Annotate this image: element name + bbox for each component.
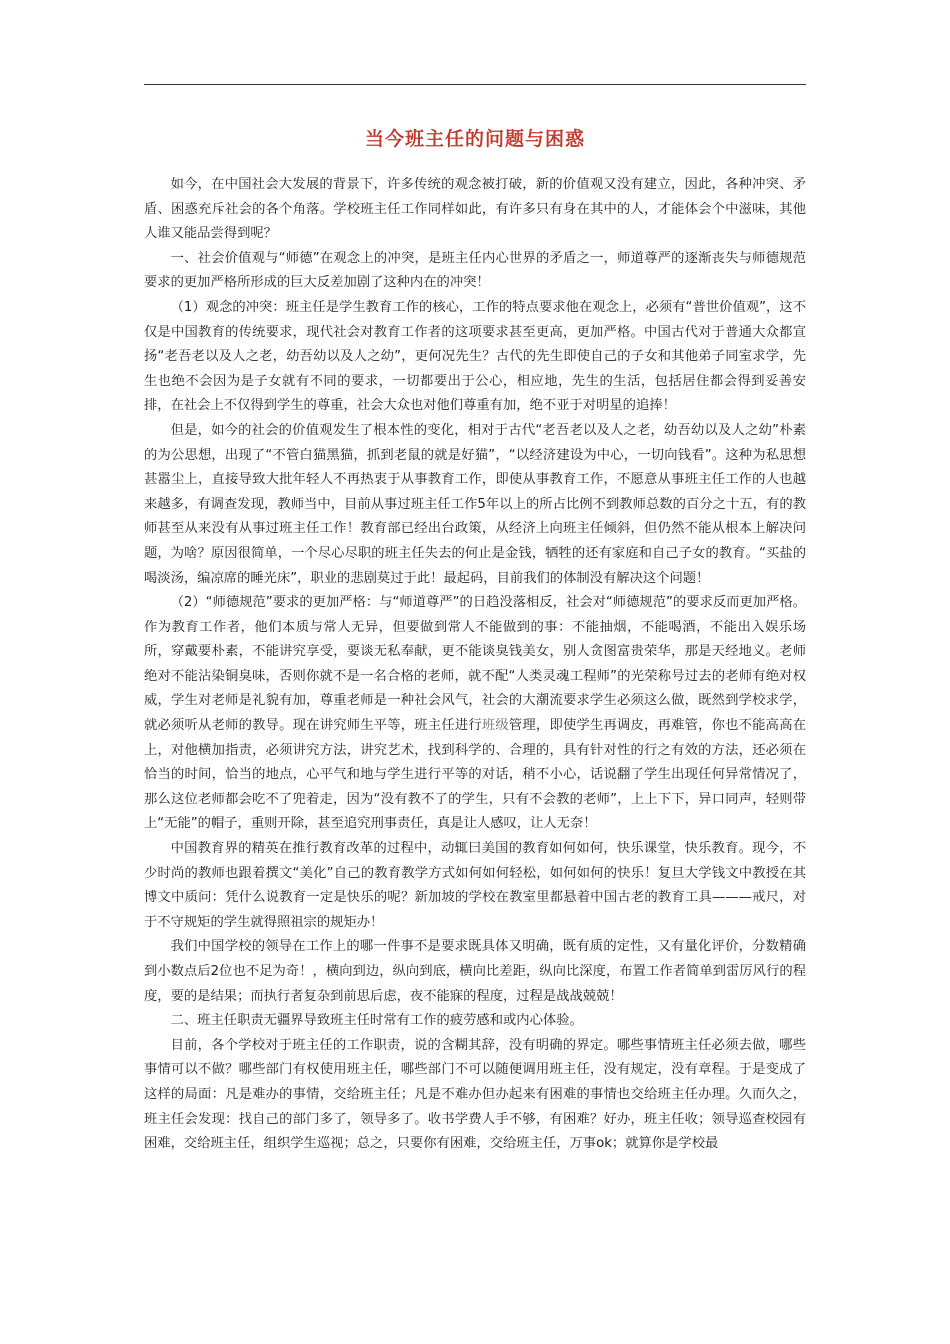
paragraph: （1）观念的冲突：班主任是学生教育工作的核心，工作的特点要求他在观念上，必须有“普世价值观”，这不仅是中国教育的传统要求，现代社会对教育工作者的这项要求甚至更高，更加严格。中国古代对于普通大众都宣扬“老吾老以及人之老，幼吾幼以及人之幼”，更何况先生？古代的先生即使自己的子女和其他弟子同室求学，先生也绝不会因为是子女就有不同的要求，一切都要出于公心，相应地，先生的生活，包括居住都会得到妥善安排，在社会上不仅得到学生的尊重，社会大众也对他们尊重有加，绝不亚于对明星的追捧！ [144,299,806,414]
document-title: 当今班主任的问题与困惑 [364,128,585,150]
paragraph: 目前，各个学校对于班主任的工作职责，说的含糊其辞，没有明确的界定。哪些事情班主任必须去做，哪些事情可以不做？哪些部门有权使用班主任，哪些部门不可以随便调用班主任，没有规定，没有章程。于是变成了这样的局面：凡是难办的事情，交给班主任；凡是不难办但办起来有困难的事情也交给班主任办理。久而久之，班主任会发现：找自己的部门多了，领导多了。收书学费人手不够，有困难？好办，班主任收；领导巡查校园有困难，交给班主任，组织学生巡视；总之，只要你有困难，交给班主任，万事ok；就算你是学校最 [144,1037,806,1152]
paragraph: 一、社会价值观与“师德”在观念上的冲突，是班主任内心世界的矛盾之一，师道尊严的逐渐丧失与师德规范要求的更加严格所形成的巨大反差加剧了这种内在的冲突！ [144,250,806,291]
class-link[interactable]: 班级 [481,718,509,734]
paragraph [144,591,806,837]
paragraph: 如今，在中国社会大发展的背景下，许多传统的观念被打破，新的价值观又没有建立，因此，各种冲突、矛盾、困惑充斥社会的各个角落。学校班主任工作同样如此，有许多只有身在其中的人，才能体会个中滋味，其他人谁又能品尝得到呢？ [144,177,806,242]
header-rule [144,84,806,85]
paragraph: 但是，如今的社会的价值观发生了根本性的变化，相对于古代“老吾老以及人之老，幼吾幼以及人之幼”朴素的为公思想，出现了“不管白猫黑猫，抓到老鼠的就是好猫”，“以经济建设为中心，一切向钱看”。这种为私思想甚嚣尘上，直接导致大批年轻人不再热衷于从事教育工作，即使从事教育工作，不愿意从事班主任工作的人也越来越多，有调查发现，教师当中，目前从事过班主任工作5年以上的所占比例不到教师总数的百分之十五，有的教师甚至从来没有从事过班主任工作！教育部已经出台政策，从经济上向班主任倾斜，但仍然不能从根本上解决问题，为啥？原因很简单，一个尽心尽职的班主任失去的何止是金钱，牺牲的还有家庭和自己子女的教育。“买盐的喝淡汤，编凉席的睡光床”，职业的悲剧莫过于此！最起码，目前我们的体制没有解决这个问题！ [144,422,806,586]
paragraph: 二、班主任职责无疆界导致班主任时常有工作的疲劳感和或内心体验。 [170,1013,583,1029]
paragraph-text: （2）“师德规范”要求的更加严格：与“师道尊严”的日趋没落相反，社会对“师德规范”的要求反而更加严格。作为教育工作者，他们本质与常人无异，但要做到常人不能做到的事：不能抽烟，不能喝酒，不能出入娱乐场所，穿戴要朴素，不能讲究享受，要谈无私奉献，更不能谈臭钱美女，别人贪图富贵荣华，那是天经地义。老师绝对不能沾染铜臭味，否则你就不是一名合格的老师，就不配“人类灵魂工程师”的光荣称号过去的老师有绝对权威，学生对老师是礼貌有加，尊重老师是一种社会风气，社会的大潮流要求学生必须这么做，既然到学校求学，就必须听从老师的教导。现在讲究师生平等，班主任进行 [144,595,806,734]
paragraph: 中国教育界的精英在推行教育改革的过程中，动辄曰美国的教育如何如何，快乐课堂，快乐教育。现今，不少时尚的教师也跟着撰文“美化”自己的教育教学方式如何如何轻松，如何如何的快乐！复旦大学钱文中教授在其博文中质问：凭什么说教育一定是快乐的呢？新加坡的学校在教室里都悬着中国古老的教育工具———戒尺，对于不守规矩的学生就得照祖宗的规矩办！ [144,841,806,930]
document-body [144,173,806,1157]
paragraph: 我们中国学校的领导在工作上的哪一件事不是要求既具体又明确，既有质的定性，又有量化评价，分数精确到小数点后2位也不足为奇！，横向到边，纵向到底，横向比差距，纵向比深度，布置工作者简单到雷厉风行的程度，要的是结果；而执行者复杂到前思后虑，夜不能寐的程度，过程是战战兢兢！ [144,939,806,1004]
paragraph-text: 管理，即使学生再调皮，再难管，你也不能高高在上，对他横加指责，必须讲究方法，讲究艺术，找到科学的、合理的，具有针对性的行之有效的方法，还必须在恰当的时间，恰当的地点，心平气和地与学生进行平等的对话，稍不小心，话说翻了学生出现任何异常情况了，那么这位老师都会吃不了兜着走，因为“没有教不了的学生，只有不会教的老师”，上上下下，异口同声，轻则带上“无能”的帽子，重则开除，甚至追究刑事责任，真是让人感叹，让人无奈！ [144,718,807,832]
